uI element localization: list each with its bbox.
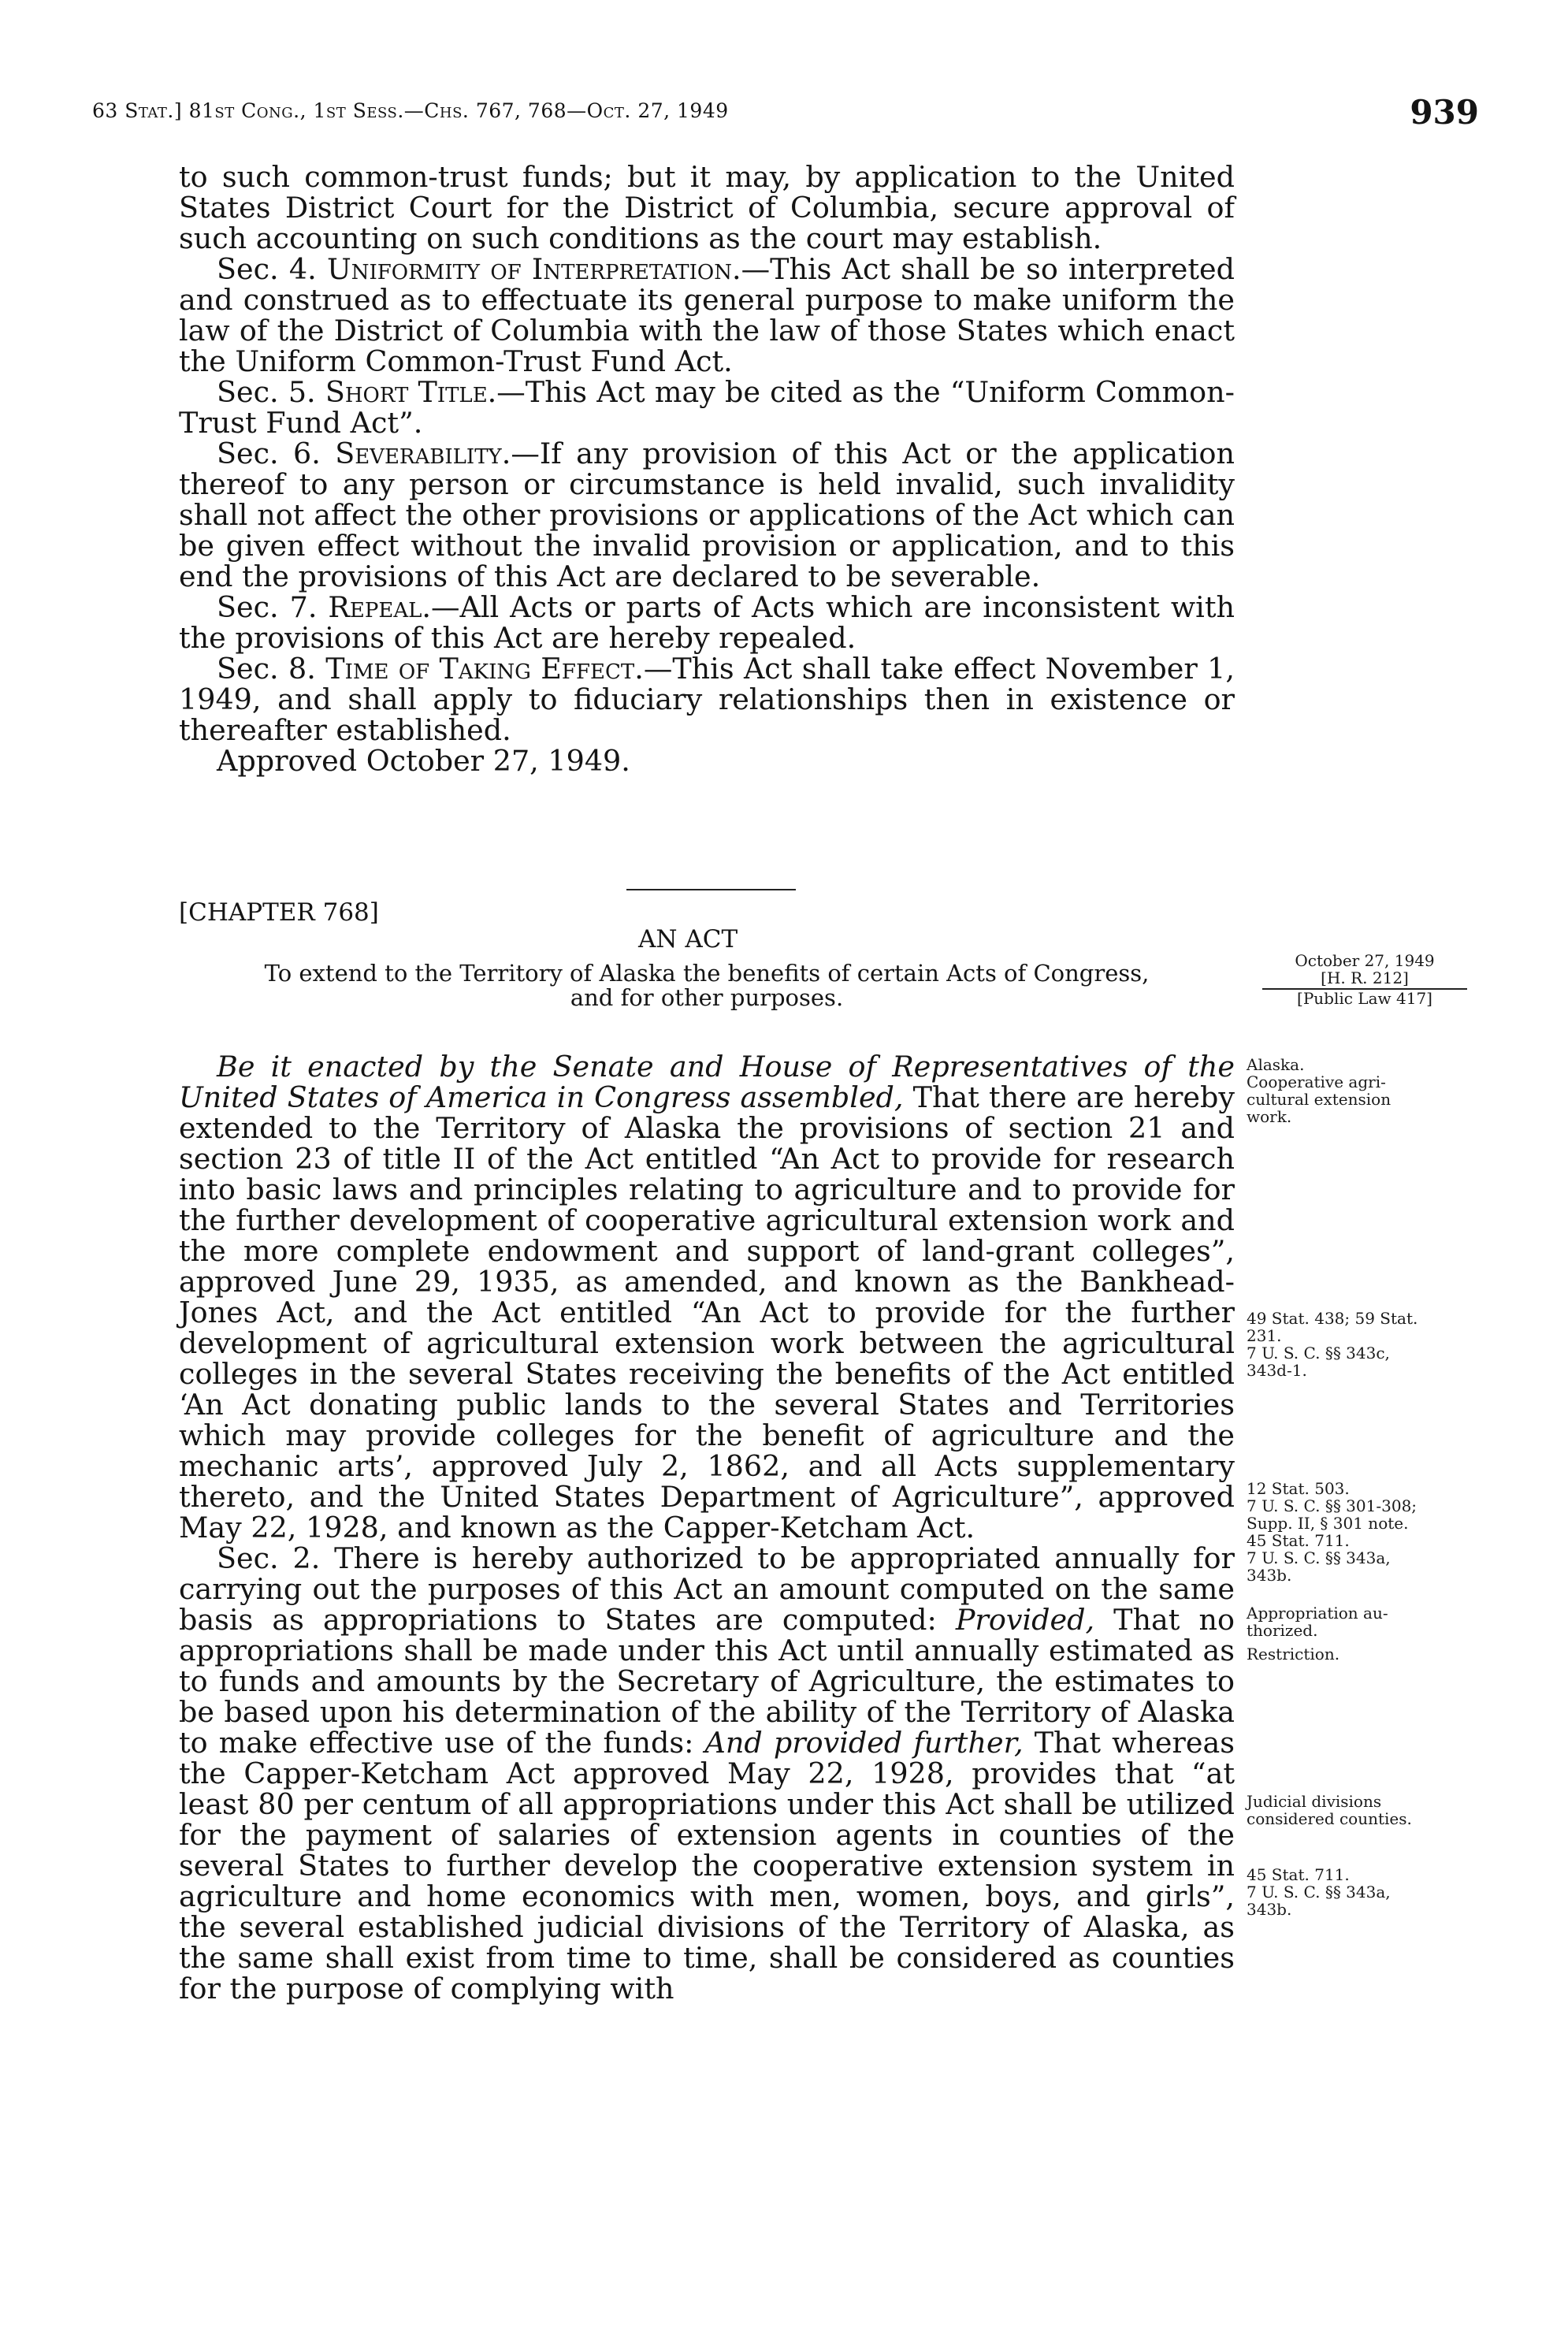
- margin-note-line: 7 U. S. C. §§ 343a,: [1247, 1883, 1391, 1901]
- section-1: [179, 1051, 1235, 1543]
- margin-note-line: 45 Stat. 711.: [1247, 1531, 1350, 1550]
- chapter-768-text: [179, 1051, 1235, 2004]
- enacting-clause: Be it enacted by the Senate and House of Representatives of the United States of America in Congress assembled,: [179, 1050, 1235, 1114]
- section-heading: Repeal.: [328, 590, 431, 624]
- section-text: —This Act shall be so interpreted and construed as to effectuate its general purpose to make uniform the law of the District of Columbia with the law of those States which enact the Uniform Common-Trust Fund Act.: [179, 252, 1235, 378]
- approval-date: Approved October 27, 1949.: [217, 744, 630, 778]
- page-header: [92, 93, 1479, 140]
- margin-note-line: cultural extension: [1247, 1090, 1392, 1109]
- margin-note-line: Judicial divisions: [1247, 1792, 1382, 1811]
- margin-note-line: thorized.: [1247, 1621, 1318, 1640]
- section-heading: Time of Taking Effect.: [325, 652, 644, 686]
- section-number: Sec. 2.: [217, 1541, 321, 1575]
- margin-note-line: 231.: [1247, 1326, 1282, 1345]
- proviso-label: Provided,: [955, 1603, 1095, 1637]
- page-number: 939: [1410, 93, 1479, 132]
- chapter-767-text: [179, 162, 1235, 776]
- act-date: October 27, 1949: [1295, 951, 1435, 970]
- section-text: —If any provision of this Act or the application thereof to any person or circumstance is held invalid, such invalidity shall not affect the other provisions or applications of the Act which can be given effect without the invalid provision or application, and to this end the provisions of this Act are declared to be severable.: [179, 437, 1235, 593]
- margin-note-line: Supp. II, § 301 note.: [1247, 1514, 1409, 1533]
- section-number: Sec. 6.: [217, 437, 321, 470]
- section-text: There is hereby authorized to be appropriated annually for carrying out the purposes of this Act an amount computed on the same basis as appropriations to States are computed:: [179, 1541, 1235, 1637]
- section-8: [179, 653, 1235, 745]
- paragraph-continuation: to such common-trust funds; but it may, by application to the United States District Court for the District of Columbia, secure approval of such accounting on such conditions as the court may establish.: [179, 160, 1235, 255]
- margin-note-alaska: [1247, 1056, 1491, 1125]
- margin-note-appropriation: [1247, 1604, 1491, 1639]
- section-text: —All Acts or parts of Acts which are inconsistent with the provisions of this Act are hereby repealed.: [179, 590, 1235, 655]
- margin-note-line: Cooperative agri-: [1247, 1072, 1386, 1091]
- section-6: [179, 438, 1235, 592]
- section-7: [179, 592, 1235, 653]
- margin-note-line: 12 Stat. 503.: [1247, 1479, 1350, 1498]
- margin-note-line: considered counties.: [1247, 1809, 1412, 1828]
- margin-citation: [1247, 1866, 1491, 1918]
- chapter-label: [CHAPTER 768]: [179, 898, 379, 927]
- margin-note-line: 343b.: [1247, 1900, 1292, 1919]
- margin-note-line: Appropriation au-: [1247, 1604, 1388, 1623]
- section-text: —This Act may be cited as the “Uniform Common-Trust Fund Act”.: [179, 375, 1235, 440]
- section-4: [179, 254, 1235, 377]
- proviso-label: And provided further,: [704, 1726, 1024, 1760]
- section-text: —This Act shall take effect November 1, 1949, and shall apply to fiduciary relationships then in existence or thereafter established.: [179, 652, 1235, 747]
- act-title-line: and for other purposes.: [570, 984, 844, 1011]
- section-heading: Uniformity of Interpretation.: [326, 252, 741, 286]
- section-text: That whereas the Capper-Ketcham Act approved May 22, 1928, provides that “at least 80 per centum of all appropriations under this Act shall be utilized for the payment of salaries of extension agents in counties of the several States to further develop the cooperative extension system in agriculture and home economics with men, women, boys, and girls”, the several established judicial divisions of the Territory of Alaska, as the same shall exist from time to time, shall be considered as counties for the purpose of complying with: [179, 1726, 1235, 2005]
- margin-note-line: 343d-1.: [1247, 1361, 1307, 1380]
- section-2: [179, 1543, 1235, 2004]
- margin-note-line: work.: [1247, 1107, 1292, 1126]
- margin-note-line: Restriction.: [1247, 1645, 1340, 1663]
- section-number: Sec. 4.: [217, 252, 317, 286]
- margin-note-line: 7 U. S. C. §§ 343a,: [1247, 1548, 1391, 1567]
- margin-note-line: 7 U. S. C. §§ 301-308;: [1247, 1496, 1418, 1515]
- section-number: Sec. 7.: [217, 590, 318, 624]
- section-divider: [626, 889, 796, 890]
- section-text: That there are hereby extended to the Territory of Alaska the provisions of section 21 and section 23 of title II of the Act entitled “An Act to provide for research into basic laws and principles relating to agriculture and to provide for the further development of cooperative agricultural extension work and the more complete endowment and support of land-grant colleges”, approved June 29, 1935, as amended, and known as the Bankhead-Jones Act, and the Act entitled “An Act to provide for the further development of agricultural extension work between the agricultural colleges in the several States receiving the benefits of the Act entitled ‘An Act donating public lands to the several States and Territories which may provide colleges for the benefit of agriculture and the mechanic arts’, approved July 2, 1862, and all Acts supplementary thereto, and the United States Department of Agriculture”, approved May 22, 1928, and known as the Capper-Ketcham Act.: [179, 1080, 1235, 1545]
- margin-citation: [1247, 1310, 1491, 1379]
- public-law-number: [Public Law 417]: [1297, 989, 1432, 1008]
- an-act-label: AN ACT: [638, 925, 738, 953]
- running-title: 63 Stat.] 81st Cong., 1st Sess.—Chs. 767, 768—Oct. 27, 1949: [92, 99, 729, 122]
- bill-number: [H. R. 212]: [1262, 969, 1467, 990]
- section-number: Sec. 8.: [217, 652, 316, 686]
- margin-note-line: 343b.: [1247, 1566, 1292, 1585]
- margin-note-judicial: [1247, 1793, 1491, 1827]
- act-date-block: [1262, 952, 1467, 1007]
- margin-note-line: 45 Stat. 711.: [1247, 1865, 1350, 1884]
- margin-note-line: 49 Stat. 438; 59 Stat.: [1247, 1309, 1418, 1328]
- section-text: That no appropriations shall be made under this Act until annually estimated as to funds and amounts by the Secretary of Agriculture, the estimates to be based upon his determination of the ability of the Territory of Alaska to make effective use of the funds:: [179, 1603, 1235, 1760]
- margin-note-restriction: [1247, 1645, 1491, 1663]
- section-5: [179, 377, 1235, 438]
- section-heading: Severability.: [335, 437, 511, 470]
- act-title-line: To extend to the Territory of Alaska the benefits of certain Acts of Congress,: [264, 960, 1150, 987]
- margin-note-line: 7 U. S. C. §§ 343c,: [1247, 1344, 1390, 1362]
- act-title: [179, 961, 1235, 1010]
- margin-note-line: Alaska.: [1247, 1055, 1305, 1074]
- margin-citation: [1247, 1480, 1491, 1584]
- section-heading: Short Title.: [325, 375, 497, 409]
- section-number: Sec. 5.: [217, 375, 316, 409]
